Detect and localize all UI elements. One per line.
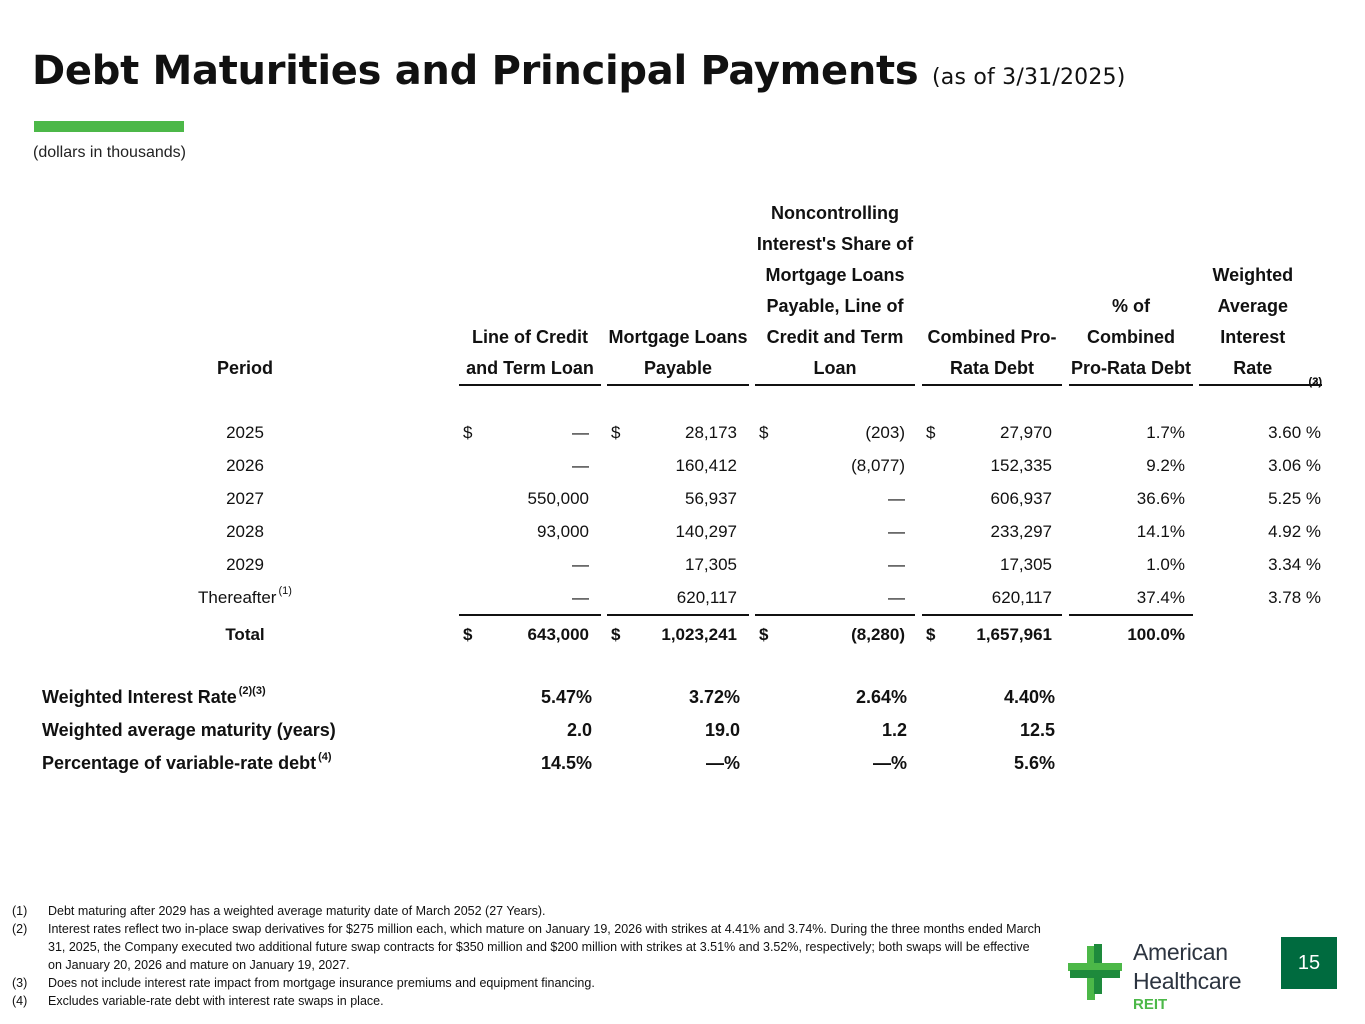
line-of-credit-cell: — bbox=[572, 555, 589, 574]
footnote-text: Debt maturing after 2029 has a weighted average maturity date of March 2052 (27 Years). bbox=[48, 904, 546, 918]
interest-rate-cell: 4.92 % bbox=[1268, 522, 1321, 541]
table-row bbox=[0, 517, 1365, 547]
logo-line-reit: REIT bbox=[1133, 996, 1168, 1013]
table-row bbox=[0, 583, 1365, 613]
currency-symbol: $ bbox=[759, 423, 769, 442]
combined-cell: 27,970 bbox=[1000, 423, 1052, 442]
interest-rate-cell: 3.60 % bbox=[1268, 423, 1321, 442]
logo-line-healthcare: Healthcare bbox=[1133, 968, 1242, 994]
total-combined: 1,657,961 bbox=[976, 625, 1052, 644]
total-noncontrolling: (8,280) bbox=[851, 625, 905, 644]
footnote-number: (4) bbox=[12, 994, 28, 1008]
metric-row bbox=[0, 715, 1365, 745]
metric-line-of-credit: 14.5% bbox=[540, 753, 592, 773]
footnote-number: (2) bbox=[12, 922, 28, 936]
footnote-text: Interest rates reflect two in-place swap derivatives for $275 million each, which mature on January 19, 2026 with strikes at 4.41% and 3.74%. During the three months ended March 31, 2025, the Company executed two additional future swap contracts for $350 million and $200 million with strikes at 3.51% and 3.52%, respectively; both swaps will be effective on January 20, 2026 and mature on January 19, 2027. bbox=[48, 922, 1041, 972]
interest-rate-cell: 3.78 % bbox=[1268, 588, 1321, 607]
metric-mortgage: —% bbox=[705, 753, 740, 773]
metric-noncontrolling: —% bbox=[872, 753, 907, 773]
currency-symbol: $ bbox=[611, 423, 621, 442]
line-of-credit-cell: — bbox=[572, 456, 589, 475]
interest-rate-cell: 3.06 % bbox=[1268, 456, 1321, 475]
footnote bbox=[12, 974, 1042, 992]
period-cell bbox=[150, 517, 340, 547]
mortgage-cell: 620,117 bbox=[676, 588, 737, 607]
percent-cell: 1.7% bbox=[1146, 423, 1185, 442]
line-of-credit-cell: — bbox=[572, 423, 589, 442]
footnote bbox=[12, 992, 1042, 1010]
title-accent-bar bbox=[34, 121, 184, 132]
noncontrolling-cell: — bbox=[888, 522, 905, 541]
metric-mortgage: 3.72% bbox=[688, 687, 740, 707]
metric-line-of-credit: 2.0 bbox=[566, 720, 592, 740]
period-label: Thereafter bbox=[198, 588, 277, 607]
metric-row bbox=[0, 748, 1365, 778]
period-cell bbox=[150, 451, 340, 481]
mortgage-cell: 160,412 bbox=[675, 456, 737, 475]
units-note: (dollars in thousands) bbox=[33, 144, 186, 161]
combined-cell: 233,297 bbox=[990, 522, 1052, 541]
table-row bbox=[0, 418, 1365, 448]
metric-mortgage: 19.0 bbox=[704, 720, 740, 740]
page-title bbox=[32, 48, 1126, 94]
period-label: 2027 bbox=[226, 489, 264, 508]
footnotes bbox=[12, 902, 1042, 1010]
period-label: 2025 bbox=[226, 423, 264, 442]
footnote-ref: (4) bbox=[318, 751, 332, 763]
metric-noncontrolling: 1.2 bbox=[881, 720, 907, 740]
company-logo bbox=[1066, 938, 1266, 1012]
percent-cell: 1.0% bbox=[1146, 555, 1185, 574]
as-of-date: (as of 3/31/2025) bbox=[932, 65, 1126, 90]
currency-symbol: $ bbox=[463, 625, 473, 644]
line-of-credit-cell: 550,000 bbox=[527, 489, 589, 508]
logo-line-american: American bbox=[1133, 939, 1228, 965]
metric-line-of-credit: 5.47% bbox=[540, 687, 592, 707]
metric-label-cell bbox=[42, 748, 332, 778]
period-cell bbox=[150, 550, 340, 580]
total-row bbox=[0, 620, 1365, 650]
currency-symbol: $ bbox=[926, 625, 936, 644]
logo-wordmark bbox=[1133, 938, 1241, 1014]
currency-symbol: $ bbox=[759, 625, 769, 644]
subtotal-rule bbox=[755, 614, 915, 616]
currency-symbol: $ bbox=[926, 423, 936, 442]
period-cell bbox=[150, 418, 340, 448]
percent-cell: 9.2% bbox=[1146, 456, 1185, 475]
header-percent-of-debt: % of Combined Pro-Rata Debt bbox=[1069, 196, 1193, 386]
footnote-ref: (1) bbox=[278, 585, 292, 598]
metric-label-cell bbox=[42, 715, 336, 745]
noncontrolling-cell: (203) bbox=[865, 423, 905, 442]
percent-cell: 36.6% bbox=[1136, 489, 1185, 508]
percent-cell: 14.1% bbox=[1136, 522, 1185, 541]
title-text: Debt Maturities and Principal Payments bbox=[32, 48, 919, 94]
header-interest-rate: Weighted Average Interest Rate $^{(2)(3)}$ bbox=[1199, 196, 1322, 386]
metric-label: Percentage of variable-rate debt bbox=[42, 753, 317, 773]
footnote-number: (3) bbox=[12, 976, 28, 990]
mortgage-cell: 28,173 bbox=[685, 423, 737, 442]
combined-cell: 606,937 bbox=[990, 489, 1052, 508]
mortgage-cell: 17,305 bbox=[685, 555, 737, 574]
noncontrolling-cell: — bbox=[888, 489, 905, 508]
currency-symbol: $ bbox=[611, 625, 621, 644]
line-of-credit-cell: — bbox=[572, 588, 589, 607]
total-percent: 100.0% bbox=[1127, 625, 1185, 644]
header-line-of-credit: Line of Credit and Term Loan bbox=[459, 196, 601, 386]
period-label: 2028 bbox=[226, 522, 264, 541]
total-mortgage: 1,023,241 bbox=[661, 625, 737, 644]
header-period: Period bbox=[216, 358, 273, 378]
period-label: 2029 bbox=[226, 555, 264, 574]
metric-label-cell bbox=[42, 682, 266, 712]
metric-row bbox=[0, 682, 1365, 712]
period-cell bbox=[150, 583, 340, 613]
table-row bbox=[0, 550, 1365, 580]
mortgage-cell: 56,937 bbox=[685, 489, 737, 508]
combined-cell: 620,117 bbox=[991, 588, 1052, 607]
table-row bbox=[0, 451, 1365, 481]
page-number: 15 bbox=[1281, 937, 1337, 989]
table-row bbox=[0, 484, 1365, 514]
footnote-ref: (2)(3) bbox=[238, 685, 266, 697]
footnote bbox=[12, 920, 1042, 974]
total-label: Total bbox=[225, 625, 265, 644]
cross-logo-icon bbox=[1066, 942, 1124, 1000]
metric-label: Weighted average maturity (years) bbox=[42, 720, 336, 740]
combined-cell: 152,335 bbox=[990, 456, 1052, 475]
noncontrolling-cell: (8,077) bbox=[851, 456, 905, 475]
percent-cell: 37.4% bbox=[1136, 588, 1185, 607]
subtotal-rule bbox=[607, 614, 749, 616]
footnote-text: Excludes variable-rate debt with interest rate swaps in place. bbox=[48, 994, 384, 1008]
metric-combined: 5.6% bbox=[1013, 753, 1055, 773]
currency-symbol: $ bbox=[463, 423, 473, 442]
metric-label: Weighted Interest Rate bbox=[42, 687, 237, 707]
metric-combined: 12.5 bbox=[1019, 720, 1055, 740]
header-interest-rate-text: Weighted Average Interest Rate bbox=[1212, 265, 1294, 378]
line-of-credit-cell: 93,000 bbox=[537, 522, 589, 541]
noncontrolling-cell: — bbox=[888, 588, 905, 607]
combined-cell: 17,305 bbox=[1000, 555, 1052, 574]
header-combined-debt: Combined Pro-Rata Debt bbox=[922, 196, 1062, 386]
footnote-number: (1) bbox=[12, 904, 28, 918]
period-label: 2026 bbox=[226, 456, 264, 475]
header-mortgage-loans: Mortgage Loans Payable bbox=[607, 196, 749, 386]
total-line-of-credit: 643,000 bbox=[527, 625, 589, 644]
footnote bbox=[12, 902, 1042, 920]
metric-combined: 4.40% bbox=[1003, 687, 1055, 707]
mortgage-cell: 140,297 bbox=[675, 522, 737, 541]
subtotal-rule bbox=[1069, 614, 1193, 616]
header-noncontrolling-interest: Noncontrolling Interest's Share of Mortgage Loans Payable, Line of Credit and Term Loan bbox=[755, 196, 915, 386]
interest-rate-cell: 5.25 % bbox=[1268, 489, 1321, 508]
subtotal-rule bbox=[459, 614, 601, 616]
interest-rate-cell: 3.34 % bbox=[1268, 555, 1321, 574]
footnote-text: Does not include interest rate impact from mortgage insurance premiums and equipment financing. bbox=[48, 976, 595, 990]
subtotal-rule bbox=[922, 614, 1062, 616]
noncontrolling-cell: — bbox=[888, 555, 905, 574]
metric-noncontrolling: 2.64% bbox=[855, 687, 907, 707]
period-cell bbox=[150, 484, 340, 514]
